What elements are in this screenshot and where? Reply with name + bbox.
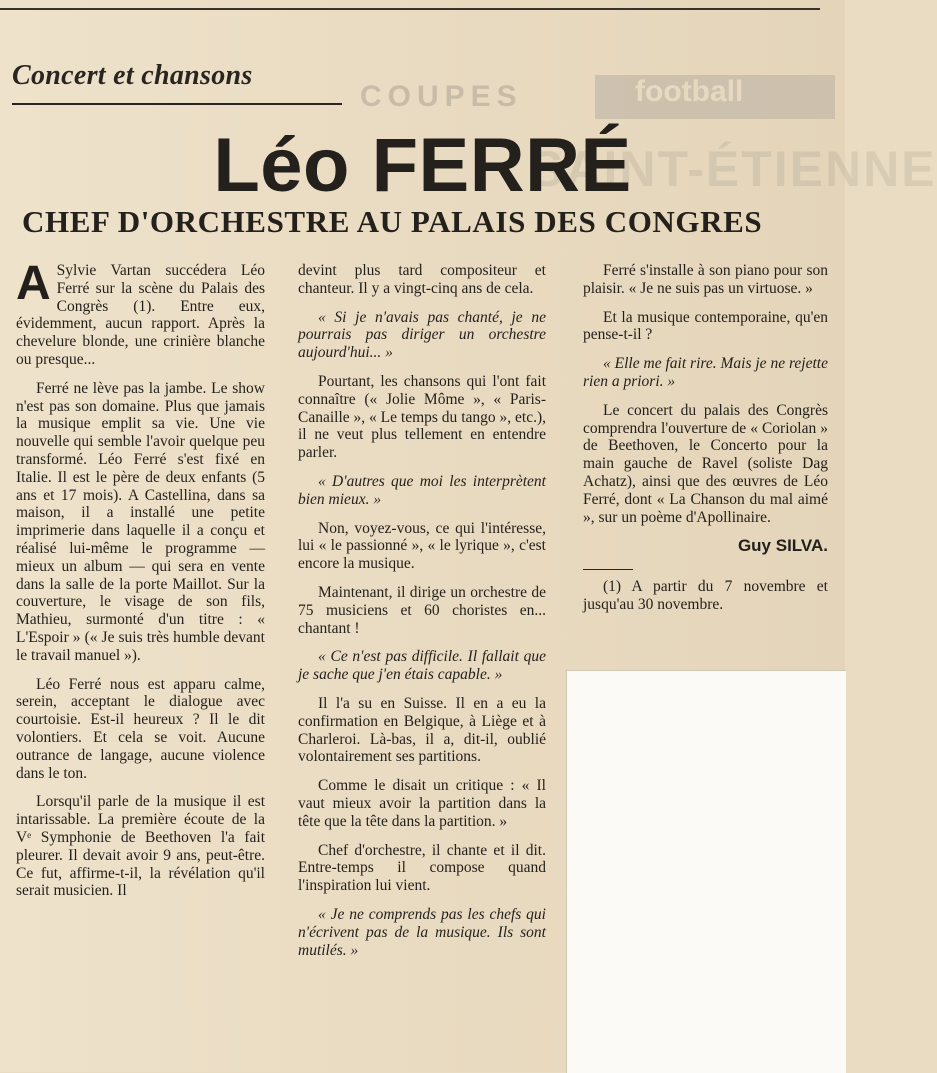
article-column-3 <box>583 262 828 625</box>
blank-paper-area <box>566 670 846 1073</box>
bleed-through-banner: football <box>595 75 835 119</box>
bleed-through-headline: SAINT-ÉTIENNE <box>530 141 937 197</box>
article-column-2 <box>298 262 546 970</box>
quote: « Je ne comprends pas les chefs qui n'écrivent pas de la musique. Ils sont mutilés. » <box>298 905 546 959</box>
quote: « Elle me fait rire. Mais je ne rejette rien a priori. » <box>583 355 828 390</box>
paragraph: devint plus tard compositeur et chanteur. Il y a vingt-cinq ans de cela. <box>298 262 546 297</box>
paragraph: Ferré s'installe à son piano pour son plaisir. « Je ne suis pas un virtuose. » <box>583 262 828 297</box>
paragraph: Maintenant, il dirige un orchestre de 75 musiciens et 60 choristes en... chantant ! <box>298 583 546 637</box>
paragraph: Ferré ne lève pas la jambe. Le show n'est pas son domaine. Plus que jamais la musique emplit sa vie. Une vie nouvelle qui semble l'avoir quelque peu transformé. Léo Ferré s'est fixé en Italie. Il est le père de deux enfants (5 ans et 17 mois). A Castellina, dans sa maison, il a installé une petite imprimerie dans laquelle il a conçu et réalisé lui-même le programme — mieux un album — qui sera en vente dans la salle de la porte Maillot. Sur la couverture, le visage de son fils, Mathieu, surmonté d'un titre : « L'Espoir » (« Je suis très humble devant le travail manuel »). <box>16 379 265 664</box>
paragraph: Le concert du palais des Congrès comprendra l'ouverture de « Coriolan » de Beethoven, le Concerto pour la main gauche de Ravel (soliste Dag Achatz), ainsi que des œuvres de Léo Ferré, dont « La Chanson du mal aimé », sur un poème d'Apollinaire. <box>583 401 828 526</box>
top-rule <box>0 8 820 10</box>
paragraph: Non, voyez-vous, ce qui l'intéresse, lui « le passionné », « le lyrique », c'est encore la musique. <box>298 519 546 573</box>
article-subheadline: CHEF D'ORCHESTRE AU PALAIS DES CONGRES <box>22 204 763 239</box>
footnote-rule <box>583 569 633 570</box>
quote: « D'autres que moi les interprètent bien mieux. » <box>298 472 546 508</box>
paragraph: Il l'a su en Suisse. Il en a eu la confirmation en Belgique, à Liège et à Charleroi. Là-bas, il a, dit-il, oublié volontairement ses partitions. <box>298 694 546 766</box>
paragraph: Comme le disait un critique : « Il vaut mieux avoir la partition dans la tête que la tête dans la partition. » <box>298 777 546 830</box>
rubric-underline <box>12 103 342 105</box>
paragraph: Pourtant, les chansons qui l'ont fait connaître (« Jolie Môme », « Paris-Canaille », « Le temps du tango », etc.), il ne veut plus tellement en entendre parler. <box>298 372 546 462</box>
footnote: (1) A partir du 7 novembre et jusqu'au 30 novembre. <box>583 578 828 613</box>
author-byline: Guy SILVA. <box>737 536 828 556</box>
bleed-through-text: COUPES <box>360 80 523 113</box>
paragraph: Et la musique contemporaine, qu'en pense-t-il ? <box>583 308 828 344</box>
quote: « Ce n'est pas difficile. Il fallait que je sache que j'en étais capable. » <box>298 648 546 684</box>
article-headline: Léo FERRÉ <box>213 123 632 208</box>
paragraph: Lorsqu'il parle de la musique il est intarissable. La première écoute de la Vᵉ Symphonie de Beethoven l'a fait pleurer. Il devait avoir 9 ans, peut-être. Ce fut, affirme-t-il, la révélation qu'il serait musicien. Il <box>16 793 265 900</box>
paragraph: Léo Ferré nous est apparu calme, serein, acceptant le dialogue avec courtoisie. Est-il heureux ? Il le dit volontiers. Et cela se voit. Aucune outrance de langage, aucune violence dans le ton. <box>16 675 265 782</box>
quote: « Si je n'avais pas chanté, je ne pourrais pas diriger un orchestre aujourd'hui... » <box>298 308 546 362</box>
section-rubric: Concert et chansons <box>12 60 253 91</box>
article-column-1 <box>16 257 265 911</box>
paragraph: Chef d'orchestre, il chante et il dit. Entre-temps il compose quand l'inspiration lui vient. <box>298 841 546 895</box>
paragraph: A Sylvie Vartan succédera Léo Ferré sur la scène du Palais des Congrès (1). Entre eux, évidemment, aucun rapport. Après la chevelure blonde, une crinière blanche ou presque... <box>16 257 265 368</box>
drop-cap: A <box>16 257 51 310</box>
